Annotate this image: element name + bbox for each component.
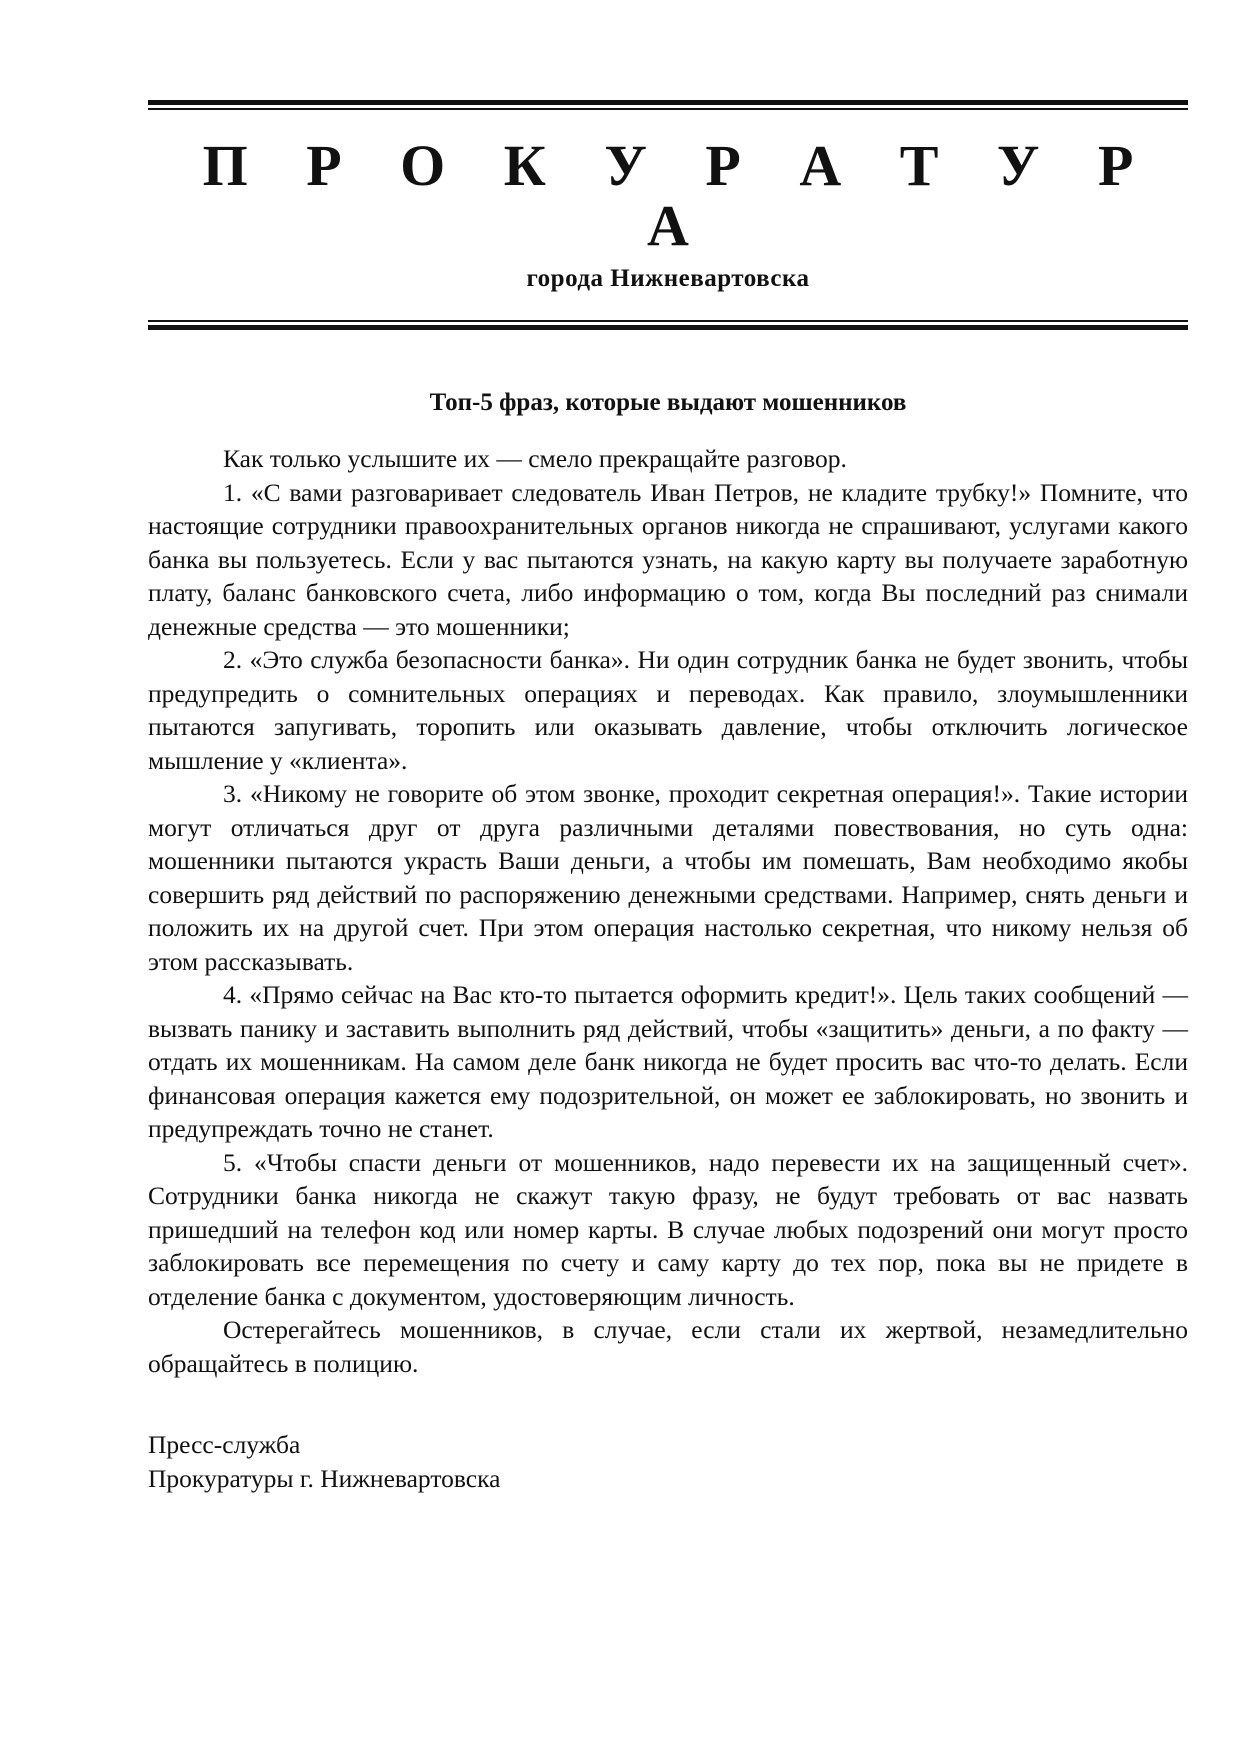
- signature-block: [148, 1428, 1188, 1495]
- organization-city: города Нижневартовска: [526, 265, 810, 292]
- signature-line-2: Прокуратуры г. Нижневартовска: [148, 1463, 501, 1493]
- body-paragraph: Остерегайтесь мошенников, в случае, если стали их жертвой, незамедлительно обращайтесь в полицию.: [148, 1315, 1188, 1378]
- header-top-rule: [148, 100, 1188, 110]
- body-paragraph: 5. «Чтобы спасти деньги от мошенников, надо перевести их на защищенный счет». Сотрудники банка никогда не скажут такую фразу, не будут требовать от вас назвать пришедший на телефон код или номер карты. В случае любых подозрений они могут просто заблокировать все перемещения по счету и саму карту до тех пор, пока вы не придете в отделение банка с документом, удостоверяющим личность.: [148, 1147, 1188, 1311]
- document-page: [148, 100, 1188, 1495]
- signature-line-1: Пресс-служба: [148, 1430, 301, 1459]
- masthead: [148, 110, 1188, 320]
- body-paragraph: 3. «Никому не говорите об этом звонке, проходит секретная операция!». Такие истории могут отличаться друг от друга различными деталями повествования, но суть одна: мошенники пытаются украсть Ваши деньги, а чтобы им помешать, Вам необходимо якобы совершить ряд действий по распоряжению денежными средствами. Например, снять деньги и положить их на другой счет. При этом операция настолько секретная, что никому нельзя об этом рассказывать.: [148, 779, 1188, 976]
- header-bottom-rule: [148, 320, 1188, 330]
- body-paragraph: Как только услышите их — смело прекращайте разговор.: [223, 444, 847, 473]
- document-body: [148, 442, 1188, 1380]
- body-paragraph: 1. «С вами разговаривает следователь Иван Петров, не кладите трубку!» Помните, что настоящие сотрудники правоохранительных органов никогда не спрашивают, услугами какого банка вы пользуетесь. Если у вас пытаются узнать, на какую карту вы получаете заработную плату, баланс банковского счета, либо информацию о том, когда Вы последний раз снимали денежные средства — это мошенники;: [148, 477, 1188, 641]
- body-paragraph: 4. «Прямо сейчас на Вас кто-то пытается оформить кредит!». Цель таких сообщений — вызвать панику и заставить выполнить ряд действий, чтобы «защитить» деньги, а по факту — отдать их мошенникам. На самом деле банк никогда не будет просить вас что-то делать. Если финансовая операция кажется ему подозрительной, он может ее заблокировать, но звонить и предупреждать точно не станет.: [148, 980, 1188, 1143]
- body-paragraph: 2. «Это служба безопасности банка». Ни один сотрудник банка не будет звонить, чтобы предупредить о сомнительных операциях и переводах. Как правило, злоумышленники пытаются запугивать, торопить или оказывать давление, чтобы отключить логическое мышление у «клиента».: [148, 645, 1188, 775]
- organization-title: П Р О К У Р А Т У Р А: [202, 133, 1156, 258]
- document-title: Топ-5 фраз, которые выдают мошенников: [429, 389, 907, 416]
